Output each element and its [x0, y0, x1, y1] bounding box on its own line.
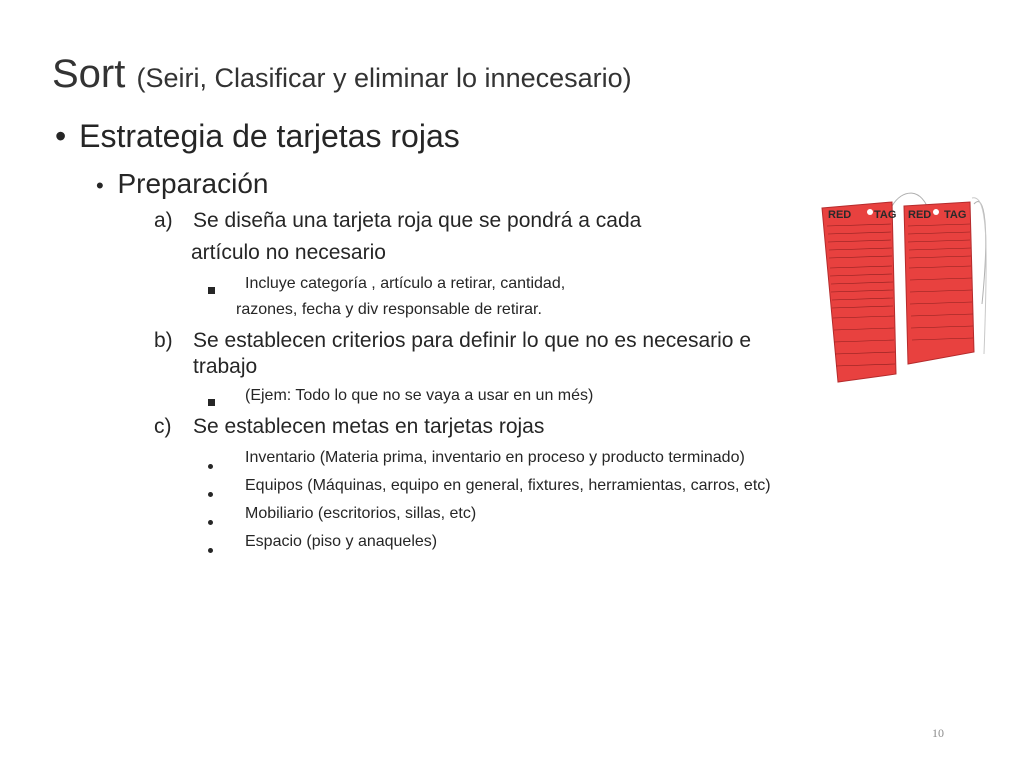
dot-bullet-icon	[208, 456, 213, 474]
tag-right-brand-a: RED	[908, 209, 932, 221]
red-tag-right	[904, 202, 974, 364]
list-item-a-line2: artículo no necesario	[191, 241, 386, 264]
bullet-level1	[55, 116, 460, 156]
list-item-a-line1: Se diseña una tarjeta roja que se pondrá a cada	[193, 209, 642, 232]
list-item-b-sub: (Ejem: Todo lo que no se vaya a usar en un més)	[245, 387, 594, 404]
list-item-c-sub: Inventario (Materia prima, inventario en proceso y producto terminado)	[245, 449, 745, 466]
tag-right-brand-b: TAG	[944, 209, 967, 221]
slide-title	[52, 50, 632, 102]
square-bullet-icon	[208, 281, 215, 299]
page-number: 10	[932, 726, 944, 740]
red-tag-left	[822, 202, 896, 382]
dot-bullet-icon	[208, 484, 213, 502]
list-item-c-sub: Equipos (Máquinas, equipo en general, fixtures, herramientas, carros, etc)	[245, 477, 771, 494]
list-item-c-sub: Mobiliario (escritorios, sillas, etc)	[245, 505, 477, 522]
title-main: Sort	[52, 52, 126, 96]
bullet-glyph: •	[96, 173, 104, 198]
list-item-c-sub: Espacio (piso y anaqueles)	[245, 533, 438, 550]
tag-left-brand-a: RED	[828, 209, 852, 221]
bullet-level1-text: Estrategia de tarjetas rojas	[79, 118, 460, 154]
list-item-a-sub-line2: razones, fecha y div responsable de retirar.	[236, 301, 542, 318]
list-item-b-marker: b)	[154, 329, 173, 352]
square-bullet-icon	[208, 393, 215, 411]
tag-left-brand-b: TAG	[874, 209, 897, 221]
bullet-glyph: •	[55, 118, 67, 154]
red-tags-image	[812, 184, 988, 384]
bullet-level2	[96, 166, 268, 204]
list-item-c-line1: Se establecen metas en tarjetas rojas	[193, 415, 545, 438]
bullet-level2-text: Preparación	[117, 168, 269, 199]
title-subtitle: (Seiri, Clasificar y eliminar lo innecesario)	[136, 63, 632, 93]
list-item-a-sub-line1: Incluye categoría , artículo a retirar, cantidad,	[245, 275, 566, 292]
list-item-b-line1: Se establecen criterios para definir lo que no es necesario e	[193, 329, 751, 352]
dot-bullet-icon	[208, 540, 213, 558]
list-item-c-marker: c)	[154, 415, 172, 438]
list-item-a-marker: a)	[154, 209, 173, 232]
dot-bullet-icon	[208, 512, 213, 530]
list-item-b-line2: trabajo	[193, 355, 258, 378]
